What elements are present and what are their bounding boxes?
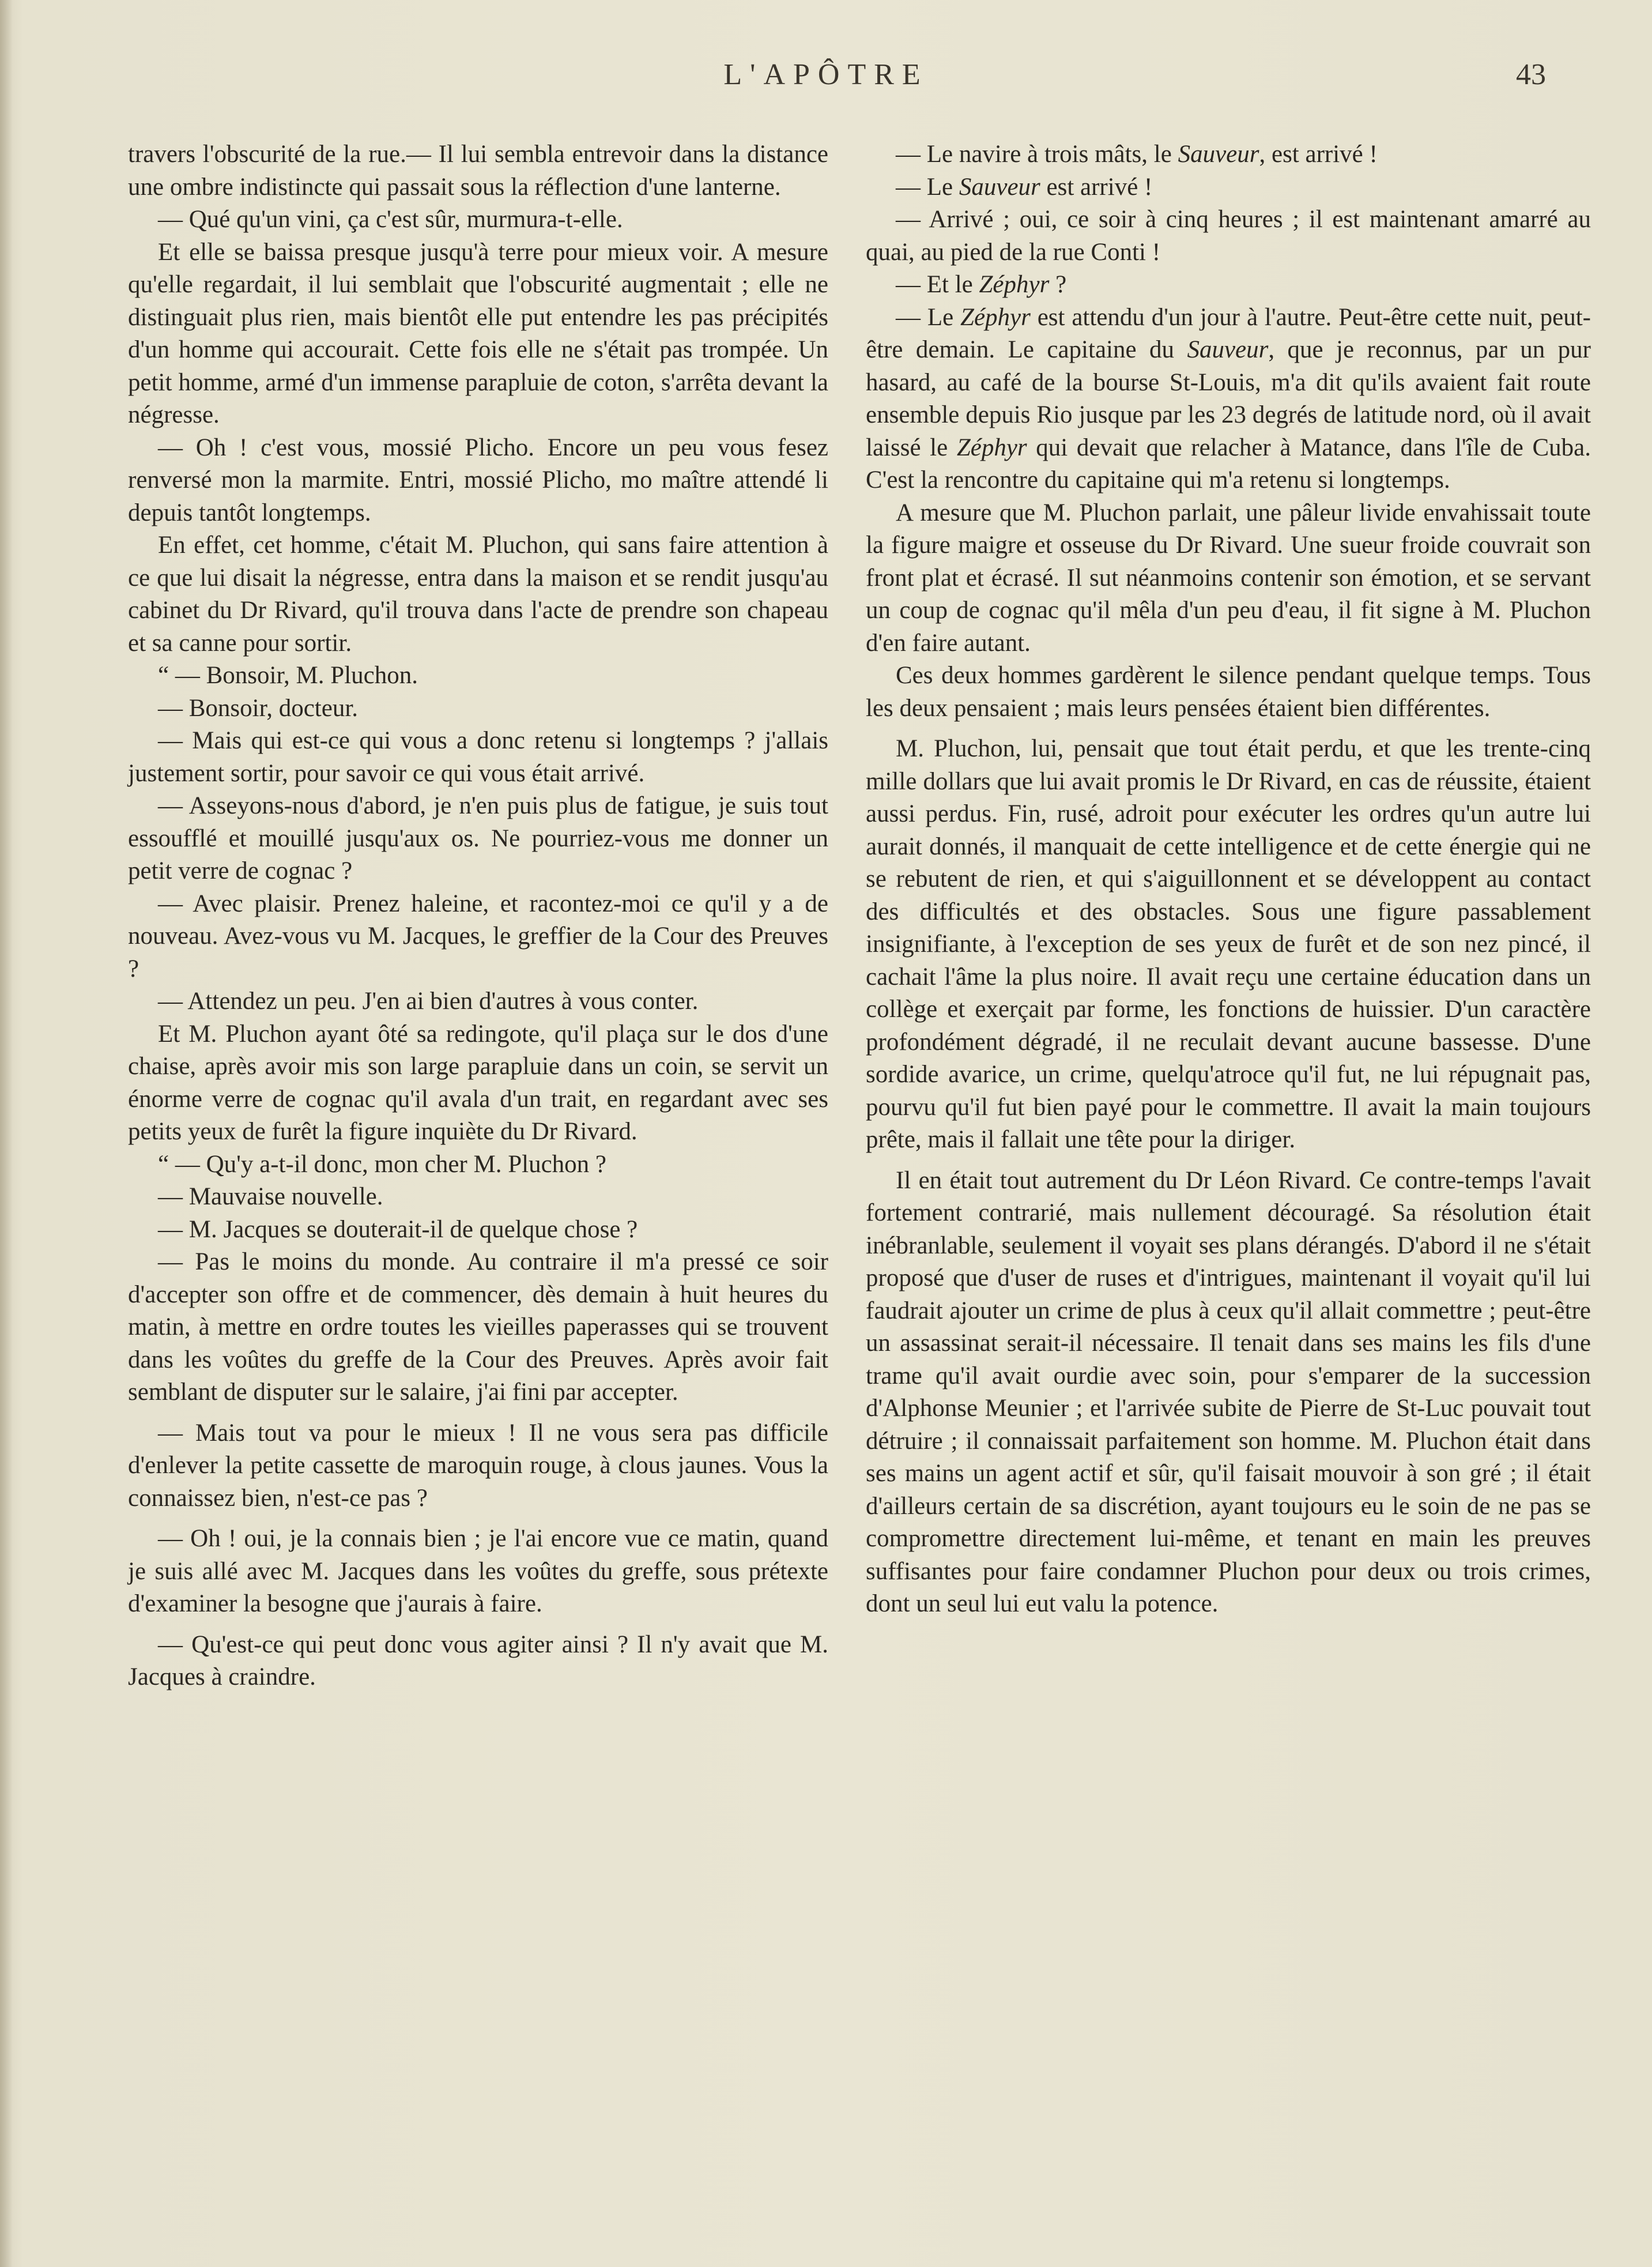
paragraph: — Avec plaisir. Prenez haleine, et racontez-moi ce qu'il y a de nouveau. Avez-vous vu M. Jacques, le greffier de la Cour des Preuves ? xyxy=(128,890,828,982)
paragraph: Il en était tout autrement du Dr Léon Rivard. Ce contre-temps l'avait fortement contrarié, mais nullement découragé. Sa résolution était inébranlable, seulement il voyait ses plans dérangés. D'abord il ne s'était proposé que d'user de ruses et d'intrigues, maintenant il voyait qu'il lui faudrait ajouter un crime de plus à ceux qu'il allait commettre ; peut-être un assassinat serait-il nécessaire. Il tenait dans ses mains les fils d'une trame qu'il avait ourdie avec soin, pour s'emparer de la succession d'Alphonse Meunier ; et l'arrivée subite de Pierre de St-Luc pouvait tout détruire ; il connaissait parfaitement son homme. M. Pluchon était dans ses mains un agent actif et sûr, qu'il faisait mouvoir à son gré ; il était d'ailleurs certain de sa discrétion, ayant toujours eu le soin de ne pas se compromettre directement lui-même, et tenant en main les preuves suffisantes pour faire condamner Pluchon pour deux ou trois crimes, dont un seul lui eut valu la potence. xyxy=(866,1166,1591,1617)
right-column xyxy=(866,138,1591,1621)
running-title: L'APÔTRE xyxy=(723,58,929,91)
paragraph: “ — Bonsoir, M. Pluchon. xyxy=(158,662,418,689)
paragraph: Et M. Pluchon ayant ôté sa redingote, qu'il plaça sur le dos d'une chaise, après avoir mis son large parapluie dans un coin, se servit un énorme verre de cognac qu'il avala d'un trait, en regardant avec ses petits yeux de furêt la figure inquiète du Dr Rivard. xyxy=(128,1020,828,1145)
paragraph: Ces deux hommes gardèrent le silence pendant quelque temps. Tous les deux pensaient ; mais leurs pensées étaient bien différentes. xyxy=(866,662,1591,722)
paragraph: — Mais tout va pour le mieux ! Il ne vous sera pas difficile d'enlever la petite cassette de maroquin rouge, à clous jaunes. Vous la connaissez bien, n'est-ce pas ? xyxy=(128,1419,828,1512)
paragraph: — Le navire à trois mâts, le Sauveur, est arrivé ! xyxy=(896,141,1378,168)
paragraph: — Le Zéphyr est attendu d'un jour à l'autre. Peut-être cette nuit, peut-être demain. Le capitaine du Sauveur, que je reconnus, par un pur hasard, au café de la bourse St-Louis, m'a dit qu'ils avaient fait route ensemble depuis Rio jusque par les 23 degrés de latitude nord, où il avait laissé le Zéphyr qui devait que relacher à Matance, dans l'île de Cuba. C'est la rencontre du capitaine qui m'a retenu si longtemps. xyxy=(866,303,1591,494)
paragraph: — Pas le moins du monde. Au contraire il m'a pressé ce soir d'accepter son offre et de commencer, dès demain à huit heures du matin, à mettre en ordre toutes les vieilles paperasses qui se trouvent dans les voûtes du greffe de la Cour des Preuves. Après avoir fait semblant de disputer sur le salaire, j'ai fini par accepter. xyxy=(128,1248,828,1406)
paragraph: — Le Sauveur est arrivé ! xyxy=(896,173,1153,201)
paragraph: En effet, cet homme, c'était M. Pluchon, qui sans faire attention à ce que lui disait la négresse, entra dans la maison et se rendit jusqu'au cabinet du Dr Rivard, qu'il trouva dans l'acte de prendre son chapeau et sa canne pour sortir. xyxy=(128,532,828,657)
paragraph: — Qué qu'un vini, ça c'est sûr, murmura-t-elle. xyxy=(158,206,623,233)
binding-shadow xyxy=(0,0,13,2267)
paragraph: — Oh ! c'est vous, mossié Plicho. Encore un peu vous fesez renversé mon la marmite. Entri, mossié Plicho, mo maître attendé li depuis tantôt longtemps. xyxy=(128,434,828,526)
paragraph: — M. Jacques se douterait-il de quelque chose ? xyxy=(158,1215,638,1243)
paragraph: — Qu'est-ce qui peut donc vous agiter ainsi ? Il n'y avait que M. Jacques à craindre. xyxy=(128,1630,828,1690)
paragraph: — Oh ! oui, je la connais bien ; je l'ai encore vue ce matin, quand je suis allé avec M. Jacques dans les voûtes du greffe, sous prétexte d'examiner la besogne que j'aurais à faire. xyxy=(128,1525,828,1617)
paragraph: Et elle se baissa presque jusqu'à terre pour mieux voir. A mesure qu'elle regardait, il lui semblait que l'obscurité augmentait ; elle ne distinguait plus rien, mais bientôt elle put entendre les pas précipités d'un homme qui accourait. Cette fois elle ne s'était pas trompée. Un petit homme, armé d'un immense parapluie de coton, s'arrêta devant la négresse. xyxy=(128,238,828,428)
paragraph: — Attendez un peu. J'en ai bien d'autres à vous conter. xyxy=(158,988,699,1015)
page-number: 43 xyxy=(1516,58,1546,91)
paragraph: — Mais qui est-ce qui vous a donc retenu si longtemps ? j'allais justement sortir, pour savoir ce qui vous était arrivé. xyxy=(128,727,828,787)
paragraph: A mesure que M. Pluchon parlait, une pâleur livide envahissait toute la figure maigre et osseuse du Dr Rivard. Une sueur froide couvrait son front plat et écrasé. Il sut néanmoins contenir son émotion, et se servant un coup de cognac qu'il mêla d'un peu d'eau, il fit signe à M. Pluchon d'en faire autant. xyxy=(866,499,1591,657)
paragraph: “ — Qu'y a-t-il donc, mon cher M. Pluchon ? xyxy=(158,1150,606,1178)
paragraph: M. Pluchon, lui, pensait que tout était perdu, et que les trente-cinq mille dollars que lui avait promis le Dr Rivard, en cas de réussite, étaient aussi perdus. Fin, rusé, adroit pour exécuter les ordres qu'un autre lui aurait donnés, il manquait de cette intelligence et de cette énergie qui ne se rebutent de rien, et qui s'aiguillonnent et se développent au contact des difficultés et des obstacles. Sous une figure passablement insignifiante, à l'exception de ses yeux de furêt et de son nez pincé, il cachait l'âme la plus noire. Il avait reçu une certaine éducation dans un collège et exerçait par forme, les fonctions de huissier. D'un caractère profondément dégradé, il ne reculait devant aucune bassesse. D'une sordide avarice, un crime, quelqu'atroce qu'il fut, ne lui répugnait pas, pourvu qu'il fut bien payé pour le commettre. Il avait la main toujours prête, mais il fallait une tête pour la diriger. xyxy=(866,735,1591,1153)
paragraph: travers l'obscurité de la rue.— Il lui sembla entrevoir dans la distance une ombre indistincte qui passait sous la réflection d'une lanterne. xyxy=(128,141,828,201)
paragraph: — Mauvaise nouvelle. xyxy=(158,1183,383,1210)
paragraph: — Bonsoir, docteur. xyxy=(158,694,359,722)
paragraph: — Asseyons-nous d'abord, je n'en puis plus de fatigue, je suis tout essoufflé et mouillé jusqu'aux os. Ne pourriez-vous me donner un petit verre de cognac ? xyxy=(128,792,828,884)
paragraph: — Arrivé ; oui, ce soir à cinq heures ; il est maintenant amarré au quai, au pied de la rue Conti ! xyxy=(866,206,1591,266)
paragraph: — Et le Zéphyr ? xyxy=(896,271,1067,298)
left-column xyxy=(128,138,828,1694)
